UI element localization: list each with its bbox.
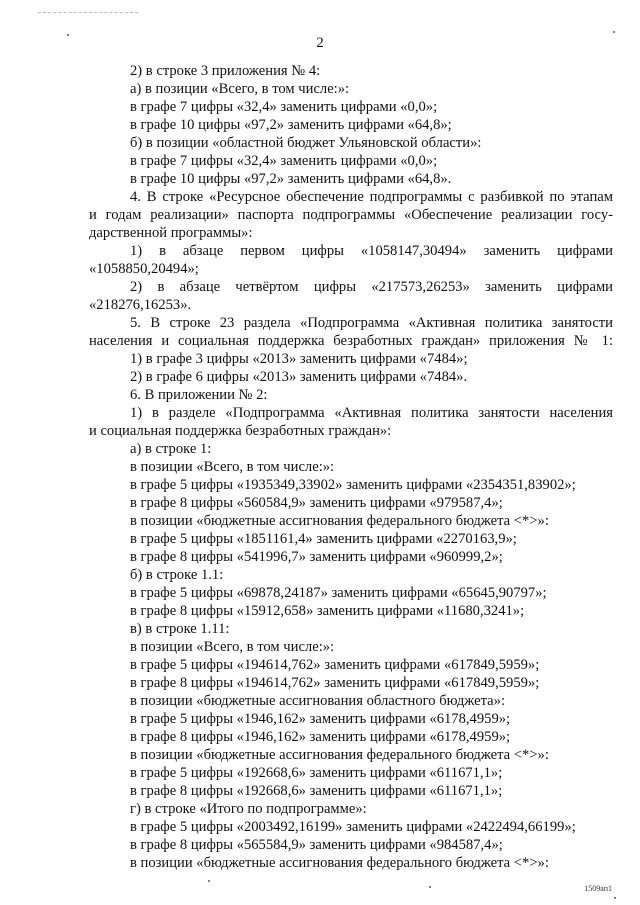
text-line: 2) в строке 3 приложения № 4: [130, 63, 321, 79]
text-line: в графе 8 цифры «1946,162» заменить цифрами «6178,4959»; [130, 729, 511, 745]
scan-speck [429, 886, 431, 888]
text-line: 4. В строке «Ресурсное обеспечение подпрограммы с разбивкой по этапам [130, 189, 613, 205]
text-line: в графе 8 цифры «192668,6» заменить цифрами «611671,1»; [130, 783, 503, 799]
text-line: б) в строке 1.1: [130, 567, 224, 583]
text-line: в графе 8 цифры «565584,9» заменить цифрами «984587,4»; [130, 837, 503, 853]
text-line: в позиции «Всего, в том числе:»: [130, 459, 335, 475]
text-line: в позиции «бюджетные ассигнования федерального бюджета <*>»: [130, 513, 549, 529]
text-line: в графе 8 цифры «541996,7» заменить цифрами «960999,2»; [130, 549, 503, 565]
text-line: 2) в абзаце четвёртом цифры «217573,26253» заменить цифрами [130, 279, 613, 295]
text-line: в позиции «бюджетные ассигнования федерального бюджета <*>»: [130, 747, 549, 763]
text-line: в графе 5 цифры «192668,6» заменить цифрами «611671,1»; [130, 765, 503, 781]
text-line: в) в строке 1.11: [130, 621, 230, 637]
text-line: 1) в графе 3 цифры «2013» заменить цифрами «7484»; [130, 351, 468, 367]
text-line: б) в позиции «областной бюджет Ульяновской области»: [130, 135, 482, 151]
text-line: в графе 5 цифры «1946,162» заменить цифрами «6178,4959»; [130, 711, 511, 727]
text-line: г) в строке «Итого по подпрограмме»: [130, 801, 367, 817]
text-line: а) в строке 1: [130, 441, 212, 457]
scan-speck [208, 880, 210, 882]
scan-artifact-top [38, 12, 138, 14]
text-line: в графе 8 цифры «560584,9» заменить цифрами «979587,4»; [130, 495, 503, 511]
text-line: в графе 10 цифры «97,2» заменить цифрами «64,8»; [130, 117, 452, 133]
text-line: 1) в абзаце первом цифры «1058147,30494» заменить цифрами [130, 243, 613, 259]
text-line: в графе 10 цифры «97,2» заменить цифрами «64,8». [130, 171, 452, 187]
scan-speck [613, 31, 615, 33]
text-line: в графе 8 цифры «194614,762» заменить цифрами «617849,5959»; [130, 675, 540, 691]
text-line: и социальная поддержка безработных граждан»: [89, 423, 392, 439]
text-line: населения и социальная поддержка безработных граждан» приложения № 1: [89, 333, 613, 349]
footer-code: 1509ап1 [584, 884, 612, 893]
text-line: а) в позиции «Всего, в том числе:»: [130, 81, 350, 97]
text-line: в графе 8 цифры «15912,658» заменить цифрами «11680,3241»; [130, 603, 525, 619]
text-line: 5. В строке 23 раздела «Подпрограмма «Активная политика занятости [130, 315, 613, 331]
text-line: в позиции «Всего, в том числе:»: [130, 639, 335, 655]
text-line: в графе 7 цифры «32,4» заменить цифрами «0,0»; [130, 99, 438, 115]
text-line: и годам реализации» паспорта подпрограммы «Обеспечение реализации госу- [89, 207, 613, 223]
text-line: «1058850,20494»; [89, 261, 199, 277]
text-line: в позиции «бюджетные ассигнования областного бюджета»: [130, 693, 505, 709]
text-line: в графе 5 цифры «2003492,16199» заменить цифрами «2422494,66199»; [130, 819, 576, 835]
text-line: «218276,16253». [89, 297, 192, 313]
text-line: в позиции «бюджетные ассигнования федерального бюджета <*>»: [130, 855, 549, 871]
text-line: дарственной программы»: [89, 225, 253, 241]
text-line: 1) в разделе «Подпрограмма «Активная политика занятости населения [130, 405, 613, 421]
scan-speck [614, 897, 616, 899]
text-line: в графе 5 цифры «1851161,4» заменить цифрами «2270163,9»; [130, 531, 517, 547]
text-line: в графе 5 цифры «1935349,33902» заменить цифрами «2354351,83902»; [130, 477, 576, 493]
text-line: в графе 7 цифры «32,4» заменить цифрами «0,0»; [130, 153, 438, 169]
text-line: 6. В приложении № 2: [130, 387, 268, 403]
page-number: 2 [316, 35, 324, 51]
text-line: в графе 5 цифры «69878,24187» заменить цифрами «65645,90797»; [130, 585, 547, 601]
text-line: в графе 5 цифры «194614,762» заменить цифрами «617849,5959»; [130, 657, 540, 673]
text-line: 2) в графе 6 цифры «2013» заменить цифрами «7484». [130, 369, 468, 385]
